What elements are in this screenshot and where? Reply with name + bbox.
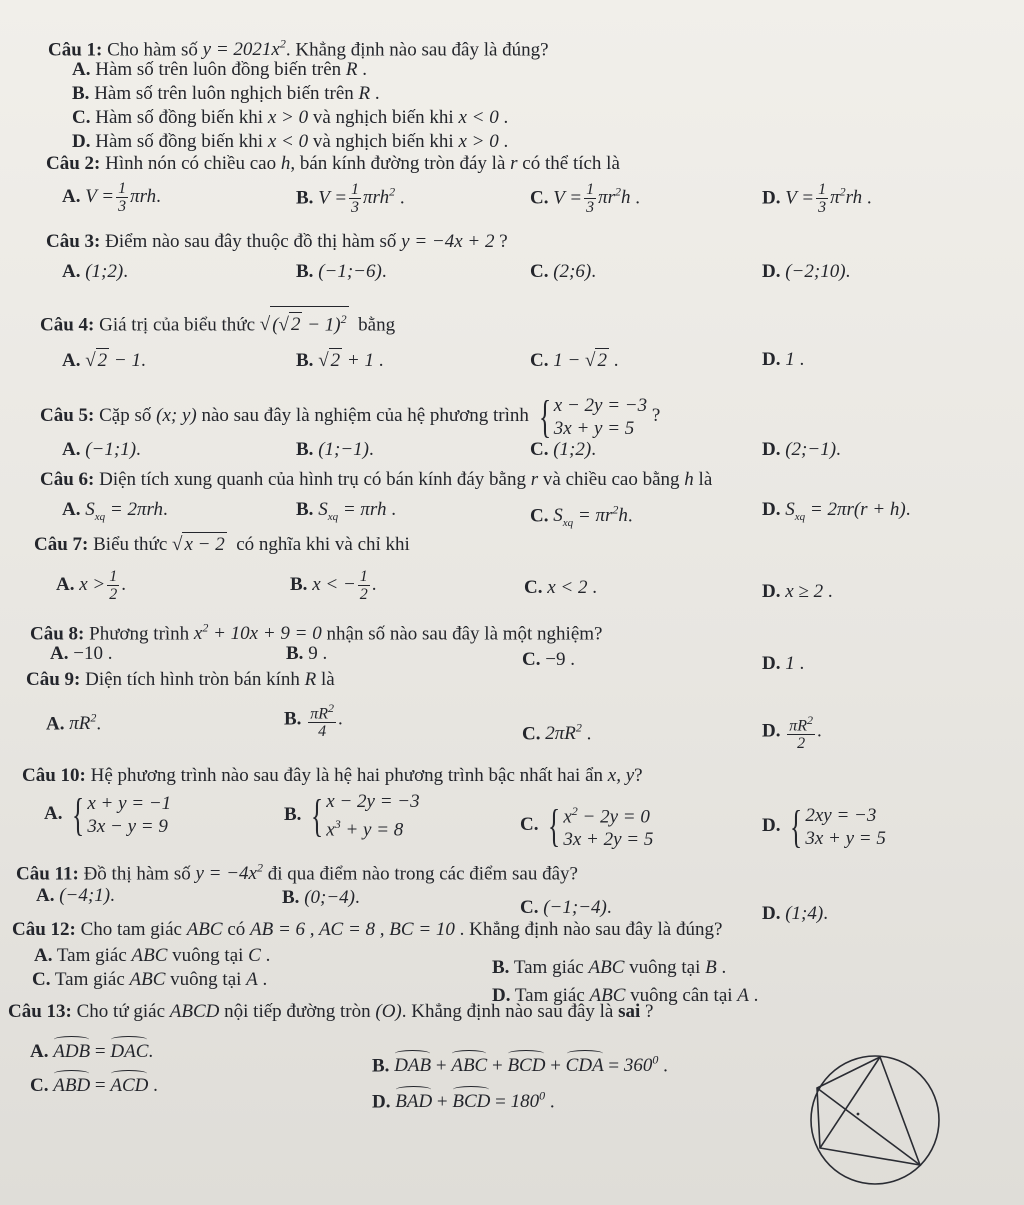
question-8-option-b: B. 9 . [286,643,328,664]
question-8-option-c: C. −9 . [522,649,575,670]
question-4-label: Câu 4: [40,314,95,336]
question-12-option-c: C. Tam giác ABC vuông tại A . [32,969,268,990]
question-5-option-b: B. (1;−1). [296,439,374,460]
question-12-stem: Cho tam giác ABC có AB = 6 , AC = 8 , BC = 10 . Khẳng định nào sau đây là đúng? [80,919,723,940]
question-13-label: Câu 13: [8,1001,72,1022]
question-6-stem: Diện tích xung quanh của hình trụ có bán kính đáy bằng r và chiều cao bằng h là [99,469,713,490]
question-9-label: Câu 9: [26,669,81,690]
question-6 [40,468,712,492]
question-10-stem: Hệ phương trình nào sau đây là hệ hai phương trình bậc nhất hai ẩn x, y? [90,765,643,786]
question-10-option-c: C. { $x^2 - 2y = 0$ 3x + 2y = 5 [520,799,654,851]
question-6-option-a: A. $S_{xq} = 2\pi rh$. [62,499,168,523]
question-4 [40,306,395,337]
question-10 [22,764,643,788]
diagonal-bd [817,1088,920,1165]
question-8-label: Câu 8: [30,623,85,645]
question-2-option-d: D. V = $\frac{1}{3}$ $\pi^2rh$ . [762,181,872,217]
question-2-option-b: B. V = $\frac{1}{3}$ πrh$^2$ . [296,181,405,217]
question-4-option-c: C. 1 − √ 2 . [530,350,619,371]
question-4-option-d: D. 1 . [762,349,805,370]
question-13-option-d: D. BAD + BCD = $180^0$ . [372,1089,555,1113]
question-3-option-b: B. (−1;−6). [296,261,387,282]
center-o [857,1113,860,1116]
question-11-option-b: B. (0;−4). [282,887,360,908]
question-9-option-b: B. $\frac{\pi R^2}{4}$ . [284,701,343,741]
question-11-option-c: C. (−1;−4). [520,897,612,918]
question-12-label: Câu 12: [12,919,76,940]
question-6-label: Câu 6: [40,469,95,490]
question-10-option-d: D. { 2xy = −3 3x + y = 5 [762,800,886,852]
question-3-option-a: A. (1;2). [62,261,128,282]
question-6-option-b: B. $S_{xq} = \pi rh$ . [296,499,396,523]
question-11-label: Câu 11: [16,863,79,885]
question-4-option-b: B. √ 2 + 1 . [296,350,384,371]
question-5-system: { x − 2y = −3 3x + y = 5 [538,390,648,442]
question-3-label: Câu 3: [46,231,101,252]
question-10-option-a: A. { x + y = −1 3x − y = 9 [44,788,172,840]
question-6-option-d: D. $S_{xq} = 2\pi r(r + h)$. [762,499,911,523]
question-4-option-a: A. √ 2 − 1. [62,350,146,371]
question-6-option-c: C. $S_{xq} = \pi r^2h$. [530,503,633,530]
question-8-option-d: D. 1 . [762,653,805,674]
question-7 [34,532,410,557]
question-1-label: Câu 1: [48,39,103,61]
question-5-option-c: C. (1;2). [530,439,596,460]
question-13-option-c: C. ABD = ACD . [30,1075,158,1096]
question-8-option-a: A. −10 . [50,643,113,664]
question-4-stem: Giá trị của biểu thức √ (√ 2 − 1)$^2$ bằng [99,314,395,335]
diagonal-ac [820,1057,880,1148]
question-11-stem: Đồ thị hàm số $y = -4x^2$ đi qua điểm nào trong các điểm sau đây? [83,861,578,885]
question-13-option-a: A. ADB = DAC. [30,1041,154,1062]
question-11-option-d: D. (1;4). [762,903,828,924]
question-11 [16,856,578,886]
question-5: Câu 5: Cặp số (x; y) nào sau đây là nghiệm của hệ phương trình { x − 2y = −3 3x + y = 5 ? [40,390,661,442]
question-10-label: Câu 10: [22,765,86,786]
question-9 [26,668,335,692]
cyclic-quadrilateral-figure [800,1030,950,1190]
question-13-option-b: B. DAB + ABC + BCD + CDA = $360^0$ . [372,1053,668,1077]
question-5-label: Câu 5: [40,405,95,426]
question-13-stem: Cho tứ giác ABCD nội tiếp đường tròn (O). Khẳng định nào sau đây là sai ? [76,1001,654,1022]
question-7-option-a: A. x > $\frac{1}{2}$ . [56,568,126,603]
question-3-option-c: C. (2;6). [530,261,596,282]
question-12-option-d: D. Tam giác ABC vuông cân tại A . [492,985,759,1006]
question-1-stem: Cho hàm số $y = 2021x^2$. Khẳng định nào sau đây là đúng? [107,37,549,61]
question-5-option-a: A. (−1;1). [62,439,141,460]
question-7-option-b: B. x < − $\frac{1}{2}$ . [290,568,377,603]
question-2-option-a: A. V = $\frac{1}{3}$ πrh. [62,180,161,215]
question-3-option-d: D. (−2;10). [762,261,851,282]
question-1-option-d: D. Hàm số đồng biến khi x < 0 và nghịch biến khi x > 0 . [72,131,509,152]
question-12-option-a: A. Tam giác ABC vuông tại C . [34,945,271,966]
question-9-stem: Diện tích hình tròn bán kính R là [85,669,335,690]
question-9-option-d: D. $\frac{\pi R^2}{2}$ . [762,713,822,753]
question-2-label: Câu 2: [46,153,101,174]
question-9-option-c: C. $2\pi R^2$ . [522,721,592,745]
question-12-option-b: B. Tam giác ABC vuông tại B . [492,957,727,978]
question-13 [8,1000,653,1024]
question-3 [46,230,508,254]
question-5-option-d: D. (2;−1). [762,439,841,460]
question-7-option-d: D. x ≥ 2 . [762,581,833,602]
question-7-stem: Biểu thức √ x − 2 có nghĩa khi và chỉ khi [93,534,410,555]
question-12 [12,918,722,942]
question-3-stem: Điểm nào sau đây thuộc đồ thị hàm số y = −4x + 2 ? [105,231,508,252]
question-7-label: Câu 7: [34,534,89,555]
question-1-option-a: A. Hàm số trên luôn đồng biến trên R . [72,59,367,80]
question-10-option-b: B. { x − 2y = −3 $x^3 + y = 8$ [284,789,420,841]
question-1-option-c: C. Hàm số đồng biến khi x > 0 và nghịch biến khi x < 0 . [72,107,509,128]
question-2-stem: Hình nón có chiều cao h, bán kính đường tròn đáy là r có thể tích là [105,153,620,174]
question-7-option-c: C. x < 2 . [524,577,597,598]
question-8-stem: Phương trình $x^2 + 10x + 9 = 0$ nhận số nào sau đây là một nghiệm? [89,621,603,645]
question-9-option-a: A. $\pi R^2$. [46,711,102,735]
question-11-option-a: A. (−4;1). [36,885,115,906]
question-5-stem: Cặp số (x; y) nào sau đây là nghiệm của hệ phương trình [99,405,529,426]
question-1-option-b: B. Hàm số trên luôn nghịch biến trên R . [72,83,380,104]
question-2-option-c: C. V = $\frac{1}{3}$ $\pi r^2h$ . [530,181,640,217]
question-2 [46,152,620,176]
